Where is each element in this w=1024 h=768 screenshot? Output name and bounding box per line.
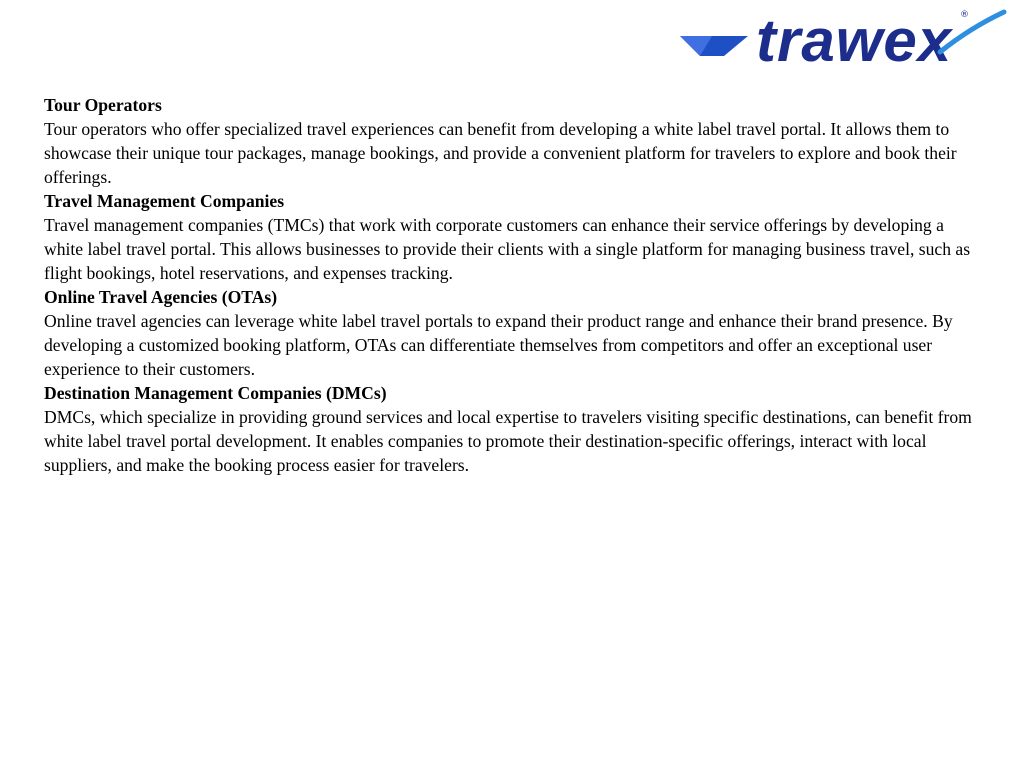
section-title: Destination Management Companies (DMCs) <box>44 383 387 403</box>
section-destination-management-companies <box>44 381 984 477</box>
section-title: Travel Management Companies <box>44 191 285 211</box>
logo-wordmark: trawex <box>756 7 953 68</box>
section-body: DMCs, which specialize in providing ground services and local expertise to travelers visiting specific destinations, can benefit from white label travel portal development. It enables companies to promote their destination-specific offerings, interact with local suppliers, and make the booking process easier for travelers. <box>44 407 972 475</box>
section-title: Online Travel Agencies (OTAs) <box>44 287 278 307</box>
section-online-travel-agencies <box>44 285 984 381</box>
section-tour-operators <box>44 93 984 189</box>
article-content <box>44 93 984 477</box>
section-body: Travel management companies (TMCs) that work with corporate customers can enhance their service offerings by developing a white label travel portal. This allows businesses to provide their clients with a single platform for managing business travel, such as flight bookings, hotel reservations, and expenses tracking. <box>44 215 971 283</box>
section-title: Tour Operators <box>44 95 162 115</box>
section-travel-management-companies <box>44 189 984 285</box>
logo-registered-mark: ® <box>960 10 969 20</box>
trawex-logo-svg <box>678 6 1008 68</box>
section-body: Online travel agencies can leverage white label travel portals to expand their product range and enhance their brand presence. By developing a customized booking platform, OTAs can differentiate themselves from competitors and offer an exceptional user experience to their customers. <box>44 311 953 379</box>
section-body: Tour operators who offer specialized travel experiences can benefit from developing a white label travel portal. It allows them to showcase their unique tour packages, manage bookings, and provide a convenient platform for travelers to explore and book their offerings. <box>44 119 957 187</box>
trawex-logo <box>678 6 1008 68</box>
